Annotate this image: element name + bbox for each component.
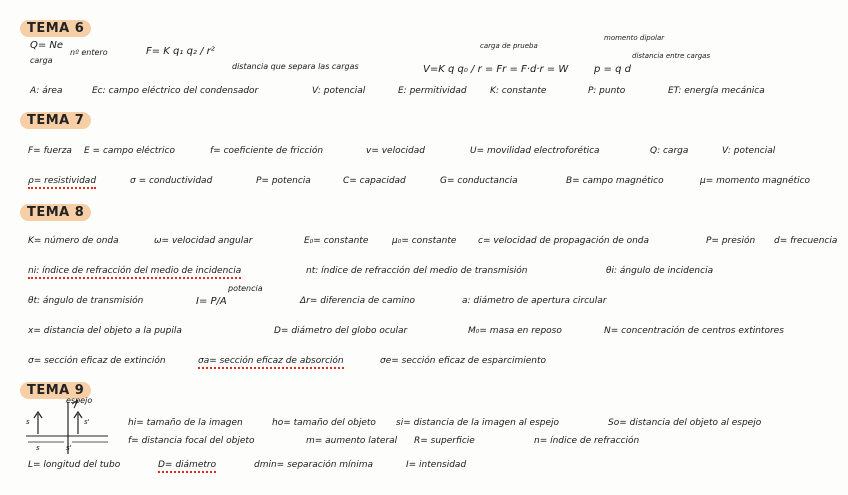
def-seccion-esparcimiento: σe= sección eficaz de esparcimiento — [380, 356, 546, 366]
def-potencial: V: potencial — [312, 86, 366, 96]
def-carga: Q: carga — [650, 146, 689, 156]
def-mu0-constante: μ₀= constante — [392, 236, 457, 246]
coulomb-formula: F= K q₁ q₂ / r² — [146, 46, 215, 57]
def-punto: P: punto — [588, 86, 626, 96]
def-ni — [28, 266, 241, 276]
q-carga-note: carga — [30, 56, 53, 65]
def-e0-constante: E₀= constante — [304, 236, 369, 246]
def-resistividad: ρ= resistividad — [28, 176, 96, 189]
def-energia-mecanica: ET: energía mecánica — [668, 86, 765, 96]
def-superficie: R= superficie — [414, 436, 475, 446]
def-intensidad: I= intensidad — [406, 460, 467, 470]
momento-dipolar-note: momento dipolar — [604, 34, 665, 42]
diag-s-height-label: s — [26, 418, 30, 426]
def-potencia: P= potencia — [256, 176, 311, 186]
distancia-cargas-note: distancia entre cargas — [632, 52, 711, 60]
dipole-formula: p = q d — [594, 64, 631, 75]
def-permitividad: E: permitividad — [398, 86, 467, 96]
def-seccion-extincion: σ= sección eficaz de extinción — [28, 356, 166, 366]
def-separacion-minima: dmin= separación mínima — [254, 460, 374, 470]
def-capacidad: C= capacidad — [343, 176, 406, 186]
def-distancia-objeto: So= distancia del objeto al espejo — [608, 418, 762, 428]
tema9-title: TEMA 9 — [20, 382, 91, 399]
carga-prueba-note: carga de prueba — [480, 42, 538, 50]
def-conductividad: σ = conductividad — [130, 176, 213, 186]
def-area: A: área — [30, 86, 63, 96]
def-diametro-apertura: a: diámetro de apertura circular — [462, 296, 607, 306]
potential-formula: V=K q q₀ / r = Fr = F·d·r = W — [423, 64, 569, 75]
def-angulo-transmision: θt: ángulo de transmisión — [28, 296, 144, 306]
def-frecuencia: d= frecuencia — [774, 236, 838, 246]
def-tamano-imagen: hi= tamaño de la imagen — [128, 418, 243, 428]
def-angulo-incidencia: θi: ángulo de incidencia — [606, 266, 714, 276]
def-velocidad-angular: ω= velocidad angular — [154, 236, 253, 246]
def-aumento-lateral: m= aumento lateral — [306, 436, 398, 446]
tema6-title: TEMA 6 — [20, 20, 91, 37]
diag-s-prime-height-label: s' — [84, 418, 90, 426]
def-velocidad-propagacion: c= velocidad de propagación de onda — [478, 236, 650, 246]
def-momento-magnetico: μ= momento magnético — [700, 176, 811, 186]
def-ni-text: ni: índice de refracción del medio de incidencia — [28, 266, 241, 279]
tema7-title: TEMA 7 — [20, 112, 91, 129]
def-potencial-7: V: potencial — [722, 146, 776, 156]
def-diferencia-camino: Δr= diferencia de camino — [300, 296, 415, 306]
def-distancia-pupila: x= distancia del objeto a la pupila — [28, 326, 182, 336]
def-numero-onda: K= número de onda — [28, 236, 119, 246]
def-constante: K: constante — [490, 86, 547, 96]
potencia-note: potencia — [228, 284, 263, 293]
def-coef-friccion: f= coeficiente de fricción — [210, 146, 324, 156]
tema8-title: TEMA 8 — [20, 204, 91, 221]
def-diametro-globo: D= diámetro del globo ocular — [274, 326, 408, 336]
diag-s-label: s — [36, 444, 40, 452]
def-campo-magnetico: B= campo magnético — [566, 176, 664, 186]
def-longitud-tubo: L= longitud del tubo — [28, 460, 121, 470]
espejo-label: espejo — [66, 396, 93, 405]
def-diametro: D= diámetro — [158, 460, 216, 473]
r-distance-note: distancia que separa las cargas — [232, 62, 359, 71]
def-distancia-imagen: si= distancia de la imagen al espejo — [396, 418, 560, 428]
def-fuerza: F= fuerza — [28, 146, 72, 156]
def-nt: nt: índice de refracción del medio de transmisión — [306, 266, 528, 276]
def-conductancia: G= conductancia — [440, 176, 518, 186]
intensity-formula: I= P/A — [196, 296, 227, 307]
def-indice-refraccion: n= índice de refracción — [534, 436, 640, 446]
n-entero-note: nº entero — [70, 48, 108, 57]
def-distancia-focal: f= distancia focal del objeto — [128, 436, 255, 446]
def-concentracion: N= concentración de centros extintores — [604, 326, 784, 336]
q-definition: Q= Ne — [30, 40, 64, 51]
diag-s-prime-label: s' — [66, 444, 72, 452]
def-seccion-absorcion: σa= sección eficaz de absorción — [198, 356, 344, 369]
def-masa-reposo: M₀= masa en reposo — [468, 326, 562, 336]
def-presion: P= presión — [706, 236, 756, 246]
def-campo-condensador: Ec: campo eléctrico del condensador — [92, 86, 259, 96]
def-campo-electrico: E = campo eléctrico — [84, 146, 175, 156]
def-tamano-objeto: ho= tamaño del objeto — [272, 418, 376, 428]
def-movilidad: U= movilidad electroforética — [470, 146, 600, 156]
def-velocidad: v= velocidad — [366, 146, 425, 156]
